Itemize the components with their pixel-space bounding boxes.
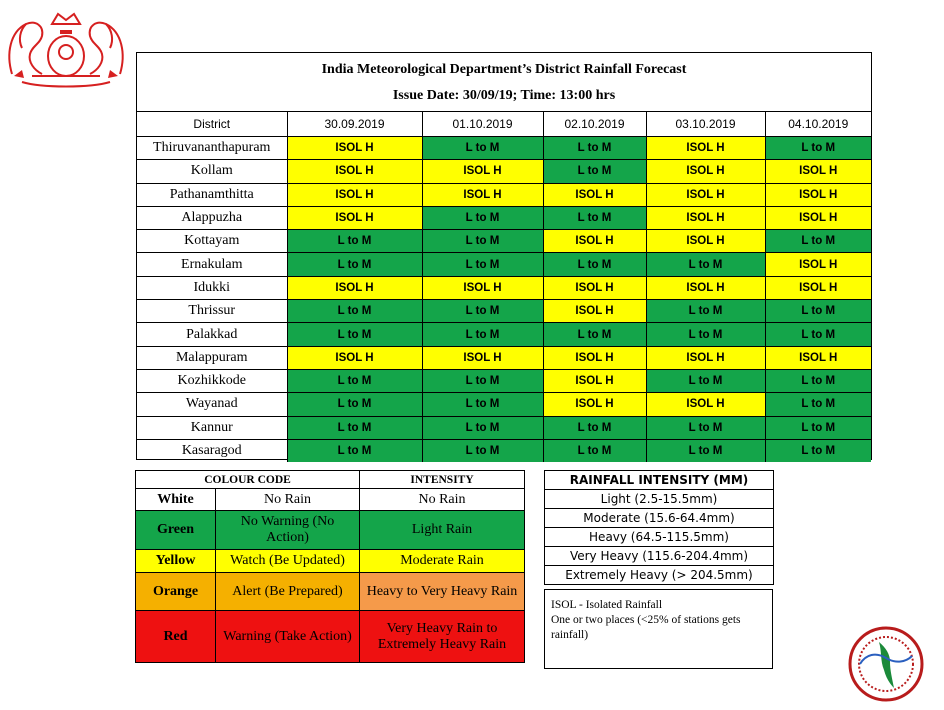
forecast-header-row: [137, 112, 871, 137]
intensity-row: Moderate (15.6-64.4mm): [545, 509, 774, 528]
district-name: Malappuram: [137, 346, 287, 369]
legend-colour-name: Red: [136, 611, 216, 663]
forecast-cell: ISOL H: [543, 393, 646, 416]
forecast-cell: L to M: [287, 230, 422, 253]
forecast-cell: L to M: [543, 323, 646, 346]
forecast-cell: L to M: [765, 416, 871, 439]
district-name: Kasaragod: [137, 439, 287, 462]
forecast-cell: L to M: [287, 439, 422, 462]
table-row: [137, 160, 871, 183]
district-name: Kozhikkode: [137, 369, 287, 392]
forecast-cell: ISOL H: [287, 346, 422, 369]
intensity-header: INTENSITY: [360, 471, 525, 489]
legend-intensity: Very Heavy Rain to Extremely Heavy Rain: [360, 611, 525, 663]
forecast-header: [137, 53, 871, 112]
legend-row-white: [136, 489, 525, 511]
forecast-cell: ISOL H: [543, 276, 646, 299]
forecast-cell: L to M: [765, 369, 871, 392]
district-name: Thrissur: [137, 300, 287, 323]
forecast-cell: L to M: [422, 253, 543, 276]
forecast-cell: ISOL H: [765, 160, 871, 183]
forecast-cell: L to M: [646, 253, 765, 276]
forecast-cell: ISOL H: [543, 183, 646, 206]
forecast-cell: ISOL H: [765, 183, 871, 206]
forecast-cell: L to M: [287, 416, 422, 439]
forecast-cell: L to M: [422, 300, 543, 323]
legend-intensity: No Rain: [360, 489, 525, 511]
forecast-cell: ISOL H: [646, 393, 765, 416]
legend-colour-name: White: [136, 489, 216, 511]
isol-note: [544, 589, 773, 669]
table-row: [137, 137, 871, 160]
forecast-cell: ISOL H: [646, 206, 765, 229]
district-forecast-panel: [136, 52, 872, 460]
district-name: Alappuzha: [137, 206, 287, 229]
forecast-cell: L to M: [287, 253, 422, 276]
intensity-row: Heavy (64.5-115.5mm): [545, 528, 774, 547]
forecast-cell: ISOL H: [422, 183, 543, 206]
forecast-cell: L to M: [765, 300, 871, 323]
forecast-cell: L to M: [287, 300, 422, 323]
colour-code-header: COLOUR CODE: [136, 471, 360, 489]
legend-colour-name: Orange: [136, 573, 216, 611]
date-column-header: 01.10.2019: [422, 112, 543, 137]
legend-row-orange: [136, 573, 525, 611]
forecast-cell: ISOL H: [543, 346, 646, 369]
forecast-cell: L to M: [765, 230, 871, 253]
district-name: Idukki: [137, 276, 287, 299]
district-name: Pathanamthitta: [137, 183, 287, 206]
table-row: [137, 346, 871, 369]
intensity-row: Very Heavy (115.6-204.4mm): [545, 547, 774, 566]
district-name: Kollam: [137, 160, 287, 183]
forecast-cell: L to M: [422, 137, 543, 160]
forecast-cell: L to M: [646, 323, 765, 346]
forecast-cell: ISOL H: [646, 160, 765, 183]
legend-colour-name: Yellow: [136, 550, 216, 573]
forecast-cell: ISOL H: [287, 206, 422, 229]
forecast-cell: L to M: [287, 323, 422, 346]
forecast-cell: L to M: [422, 393, 543, 416]
table-row: [137, 183, 871, 206]
forecast-cell: ISOL H: [287, 276, 422, 299]
forecast-cell: L to M: [646, 439, 765, 462]
district-name: Kannur: [137, 416, 287, 439]
forecast-cell: L to M: [765, 137, 871, 160]
legend-row-red: [136, 611, 525, 663]
table-row: [137, 276, 871, 299]
legend-header-row: [136, 471, 525, 489]
forecast-cell: ISOL H: [543, 230, 646, 253]
table-row: [137, 323, 871, 346]
date-column-header: 02.10.2019: [543, 112, 646, 137]
forecast-cell: L to M: [646, 416, 765, 439]
forecast-cell: ISOL H: [765, 253, 871, 276]
disaster-management-seal-icon: [846, 624, 926, 704]
intensity-row: Extremely Heavy (> 204.5mm): [545, 566, 774, 585]
date-column-header: 03.10.2019: [646, 112, 765, 137]
forecast-cell: L to M: [765, 323, 871, 346]
forecast-cell: L to M: [422, 369, 543, 392]
district-name: Ernakulam: [137, 253, 287, 276]
legend-row-yellow: [136, 550, 525, 573]
forecast-cell: L to M: [287, 393, 422, 416]
intensity-row: Light (2.5-15.5mm): [545, 490, 774, 509]
forecast-cell: ISOL H: [646, 137, 765, 160]
forecast-cell: L to M: [543, 253, 646, 276]
forecast-cell: ISOL H: [646, 183, 765, 206]
legend-intensity: Heavy to Very Heavy Rain: [360, 573, 525, 611]
forecast-cell: L to M: [543, 416, 646, 439]
district-name: Palakkad: [137, 323, 287, 346]
date-column-header: 04.10.2019: [765, 112, 871, 137]
table-row: [137, 253, 871, 276]
forecast-cell: ISOL H: [422, 160, 543, 183]
forecast-cell: L to M: [543, 439, 646, 462]
forecast-cell: L to M: [422, 323, 543, 346]
forecast-table: [137, 112, 871, 462]
forecast-cell: ISOL H: [287, 137, 422, 160]
forecast-cell: ISOL H: [287, 183, 422, 206]
forecast-cell: ISOL H: [646, 276, 765, 299]
district-column-header: District: [137, 112, 287, 137]
forecast-cell: ISOL H: [765, 206, 871, 229]
forecast-cell: ISOL H: [765, 276, 871, 299]
legend-intensity: Light Rain: [360, 511, 525, 550]
forecast-cell: ISOL H: [543, 300, 646, 323]
forecast-cell: L to M: [422, 439, 543, 462]
forecast-cell: ISOL H: [422, 276, 543, 299]
colour-code-legend: [135, 470, 525, 663]
rainfall-intensity-table: [544, 470, 774, 585]
legend-colour-name: Green: [136, 511, 216, 550]
table-row: [137, 300, 871, 323]
table-row: [137, 393, 871, 416]
forecast-cell: ISOL H: [765, 346, 871, 369]
forecast-cell: ISOL H: [646, 230, 765, 253]
legend-meaning: No Rain: [216, 489, 360, 511]
forecast-cell: L to M: [765, 393, 871, 416]
forecast-cell: ISOL H: [287, 160, 422, 183]
table-row: [137, 206, 871, 229]
forecast-cell: ISOL H: [543, 369, 646, 392]
legend-meaning: Alert (Be Prepared): [216, 573, 360, 611]
table-row: [137, 230, 871, 253]
table-row: [137, 369, 871, 392]
forecast-title: India Meteorological Department’s District Rainfall Forecast: [321, 62, 687, 77]
legend-meaning: Watch (Be Updated): [216, 550, 360, 573]
forecast-cell: L to M: [646, 369, 765, 392]
district-name: Thiruvananthapuram: [137, 137, 287, 160]
forecast-cell: L to M: [287, 369, 422, 392]
forecast-cell: ISOL H: [646, 346, 765, 369]
isol-note-line1: ISOL - Isolated Rainfall: [551, 599, 663, 611]
legend-meaning: No Warning (No Action): [216, 511, 360, 550]
date-column-header: 30.09.2019: [287, 112, 422, 137]
district-name: Kottayam: [137, 230, 287, 253]
table-row: [137, 416, 871, 439]
legend-intensity: Moderate Rain: [360, 550, 525, 573]
forecast-cell: L to M: [543, 137, 646, 160]
forecast-cell: L to M: [422, 230, 543, 253]
forecast-cell: ISOL H: [422, 346, 543, 369]
legend-meaning: Warning (Take Action): [216, 611, 360, 663]
kerala-emblem-icon: [2, 4, 130, 94]
forecast-cell: L to M: [422, 206, 543, 229]
forecast-cell: L to M: [543, 160, 646, 183]
district-name: Wayanad: [137, 393, 287, 416]
legend-row-green: [136, 511, 525, 550]
forecast-cell: L to M: [543, 206, 646, 229]
forecast-cell: L to M: [646, 300, 765, 323]
table-row: [137, 439, 871, 462]
isol-note-line2: One or two places (<25% of stations gets rainfall): [551, 614, 741, 641]
forecast-cell: L to M: [422, 416, 543, 439]
forecast-cell: L to M: [765, 439, 871, 462]
issue-date: Issue Date: 30/09/19; Time: 13:00 hrs: [392, 88, 616, 103]
intensity-table-title: RAINFALL INTENSITY (MM): [545, 471, 774, 490]
